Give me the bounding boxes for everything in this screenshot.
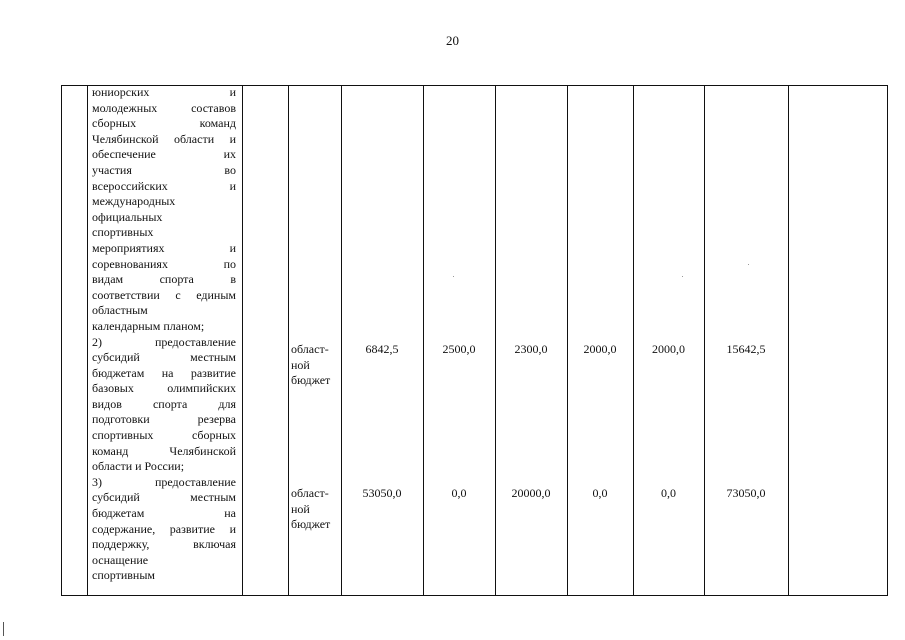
description-line: соревнованиях по xyxy=(92,256,236,271)
amount-cell: 53050,0 xyxy=(362,486,402,500)
description-line: Челябинской области и xyxy=(92,131,236,146)
description-line: области и России; xyxy=(92,459,185,474)
budget-table xyxy=(61,85,888,596)
amount-cell: 2000,0 xyxy=(652,342,685,356)
description-line: мероприятиях и xyxy=(92,240,236,255)
page-number: 20 xyxy=(446,33,459,48)
funding-source-line: ной xyxy=(291,357,310,372)
description-line: бюджетам на xyxy=(92,506,236,521)
description-line: спортивных xyxy=(92,225,154,240)
description-line: областным xyxy=(92,303,148,318)
funding-source-line: бюджет xyxy=(291,373,331,388)
funding-source-line: ной xyxy=(291,501,310,516)
description-line: календарным планом; xyxy=(92,318,205,333)
column-divider xyxy=(288,86,289,595)
scan-edge-mark xyxy=(3,622,4,636)
description-line: 2) предоставление xyxy=(92,334,236,349)
activity-description xyxy=(92,85,236,584)
funding-source xyxy=(291,342,339,389)
description-line: соответствии с единым xyxy=(92,287,236,302)
description-line: 3) предоставление xyxy=(92,474,236,489)
scan-speck xyxy=(748,264,749,265)
description-line: обеспечение их xyxy=(92,147,236,162)
total-cell: 73050,0 xyxy=(726,486,766,500)
description-line: видов спорта для xyxy=(92,396,236,411)
amount-cell: 6842,5 xyxy=(365,342,399,356)
description-line: команд Челябинской xyxy=(92,443,236,458)
column-divider xyxy=(495,86,496,595)
column-divider xyxy=(704,86,705,595)
description-line: юниорских и xyxy=(92,85,236,99)
funding-source-line: бюджет xyxy=(291,517,331,532)
description-line: международных xyxy=(92,194,176,209)
description-line: субсидий местным xyxy=(92,490,236,505)
description-line: базовых олимпийских xyxy=(92,381,236,396)
description-line: подготовки резерва xyxy=(92,412,236,427)
column-divider xyxy=(567,86,568,595)
funding-source-line: област- xyxy=(291,342,329,356)
funding-source xyxy=(291,486,339,533)
column-divider xyxy=(87,86,88,595)
description-line: молодежных составов xyxy=(92,100,236,115)
scan-speck xyxy=(682,276,683,277)
amount-cell: 0,0 xyxy=(451,486,467,500)
description-line: бюджетам на развитие xyxy=(92,365,236,380)
amount-cell: 20000,0 xyxy=(511,486,551,500)
total-cell: 15642,5 xyxy=(726,342,766,356)
description-line: содержание, развитие и xyxy=(92,521,236,536)
column-divider xyxy=(242,86,243,595)
scan-speck xyxy=(453,276,454,277)
description-line: сборных команд xyxy=(92,116,236,131)
description-line: поддержку, включая xyxy=(92,537,236,552)
amount-cell: 0,0 xyxy=(592,486,608,500)
description-line: официальных xyxy=(92,209,163,224)
description-line: всероссийских и xyxy=(92,178,236,193)
column-divider xyxy=(633,86,634,595)
amount-cell: 2500,0 xyxy=(442,342,476,356)
funding-source-line: област- xyxy=(291,486,329,500)
description-line: видам спорта в xyxy=(92,272,236,287)
description-line: спортивным xyxy=(92,568,155,583)
amount-cell: 2300,0 xyxy=(514,342,548,356)
description-line: спортивных сборных xyxy=(92,428,236,443)
amount-cell: 0,0 xyxy=(661,486,676,500)
description-line: субсидий местным xyxy=(92,350,236,365)
column-divider xyxy=(423,86,424,595)
column-divider xyxy=(341,86,342,595)
column-divider xyxy=(788,86,789,595)
description-line: оснащение xyxy=(92,552,149,567)
amount-cell: 2000,0 xyxy=(583,342,617,356)
description-line: участия во xyxy=(92,162,236,177)
